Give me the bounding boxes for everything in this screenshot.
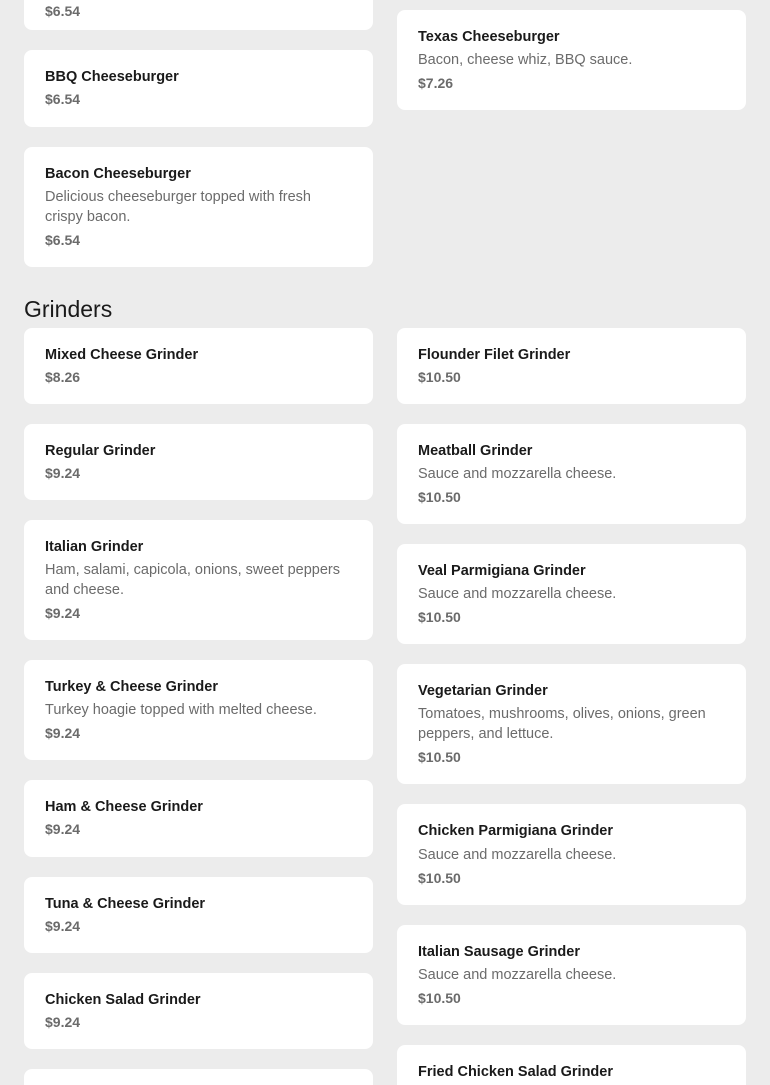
- menu-item-card[interactable]: [24, 0, 373, 30]
- item-name: Mixed Cheese Grinder: [45, 347, 199, 363]
- item-description: Sauce and mozzarella cheese.: [418, 967, 617, 983]
- menu-item-card-chicken-parmigiana-grinder[interactable]: [397, 804, 746, 905]
- item-name: Vegetarian Grinder: [418, 683, 548, 699]
- item-name: Meatball Grinder: [418, 443, 533, 459]
- item-price: $9.24: [45, 725, 81, 741]
- item-description: Ham, salami, capicola, onions, sweet peppers and cheese.: [45, 562, 340, 598]
- item-name: Turkey & Cheese Grinder: [45, 679, 218, 695]
- menu-item-card-bacon-cheeseburger[interactable]: [24, 147, 373, 267]
- item-price: $10.50: [418, 369, 461, 385]
- menu-item-card-meatball-grinder[interactable]: [397, 424, 746, 524]
- menu-item-card[interactable]: [24, 1069, 373, 1085]
- menu-item-card-regular-grinder[interactable]: [24, 424, 373, 500]
- item-price: $10.50: [418, 489, 461, 505]
- item-name: Italian Sausage Grinder: [418, 944, 580, 960]
- item-name: BBQ Cheeseburger: [45, 69, 179, 85]
- item-description: Tomatoes, mushrooms, olives, onions, green peppers, and lettuce.: [418, 706, 706, 742]
- item-name: Flounder Filet Grinder: [418, 347, 571, 363]
- item-name: Bacon Cheeseburger: [45, 166, 191, 182]
- menu-item-card-bbq-cheeseburger[interactable]: [24, 50, 373, 127]
- item-price: $10.50: [418, 990, 461, 1006]
- item-name: Veal Parmigiana Grinder: [418, 563, 586, 579]
- item-price: $10.50: [418, 870, 461, 886]
- item-price: $10.50: [418, 609, 461, 625]
- item-price: $10.50: [418, 749, 461, 765]
- item-description: Delicious cheeseburger topped with fresh crispy bacon.: [45, 189, 311, 225]
- item-description: Sauce and mozzarella cheese.: [418, 847, 617, 863]
- section-title-grinders: Grinders: [24, 296, 113, 322]
- menu-item-card-texas-cheeseburger[interactable]: [397, 10, 746, 110]
- menu-item-card-italian-grinder[interactable]: [24, 520, 373, 640]
- menu-item-card-italian-sausage-grinder[interactable]: [397, 925, 746, 1025]
- menu-item-card-mixed-cheese-grinder[interactable]: [24, 328, 373, 404]
- menu-item-card-turkey-cheese-grinder[interactable]: [24, 660, 373, 760]
- item-price: $9.24: [45, 918, 81, 934]
- item-price: $6.54: [45, 3, 81, 19]
- item-price: $9.24: [45, 1014, 81, 1030]
- item-price: $9.24: [45, 605, 81, 621]
- item-price: $7.26: [418, 75, 454, 91]
- item-price: $9.24: [45, 821, 81, 837]
- menu-item-card-veal-parmigiana-grinder[interactable]: [397, 544, 746, 644]
- item-name: Tuna & Cheese Grinder: [45, 896, 206, 912]
- item-name: Regular Grinder: [45, 443, 156, 459]
- item-price: $9.24: [45, 465, 81, 481]
- menu-item-card-chicken-salad-grinder[interactable]: [24, 973, 373, 1049]
- item-name: Ham & Cheese Grinder: [45, 799, 203, 815]
- menu-item-card-flounder-filet-grinder[interactable]: [397, 328, 746, 404]
- menu-item-card-fried-chicken-salad-grinder[interactable]: [397, 1045, 746, 1085]
- item-name: Texas Cheeseburger: [418, 29, 560, 45]
- item-price: $6.54: [45, 232, 81, 248]
- item-name: Fried Chicken Salad Grinder: [418, 1064, 613, 1080]
- menu-item-card-vegetarian-grinder[interactable]: [397, 664, 746, 784]
- item-name: Chicken Parmigiana Grinder: [418, 823, 614, 839]
- item-price: $6.54: [45, 91, 81, 107]
- item-name: Chicken Salad Grinder: [45, 992, 201, 1008]
- item-description: Bacon, cheese whiz, BBQ sauce.: [418, 52, 633, 68]
- item-description: Sauce and mozzarella cheese.: [418, 586, 617, 602]
- menu-item-card-ham-cheese-grinder[interactable]: [24, 780, 373, 857]
- menu-item-card-tuna-cheese-grinder[interactable]: [24, 877, 373, 953]
- item-name: Italian Grinder: [45, 539, 144, 555]
- item-price: $8.26: [45, 369, 81, 385]
- item-description: Turkey hoagie topped with melted cheese.: [45, 702, 317, 718]
- item-description: Sauce and mozzarella cheese.: [418, 466, 617, 482]
